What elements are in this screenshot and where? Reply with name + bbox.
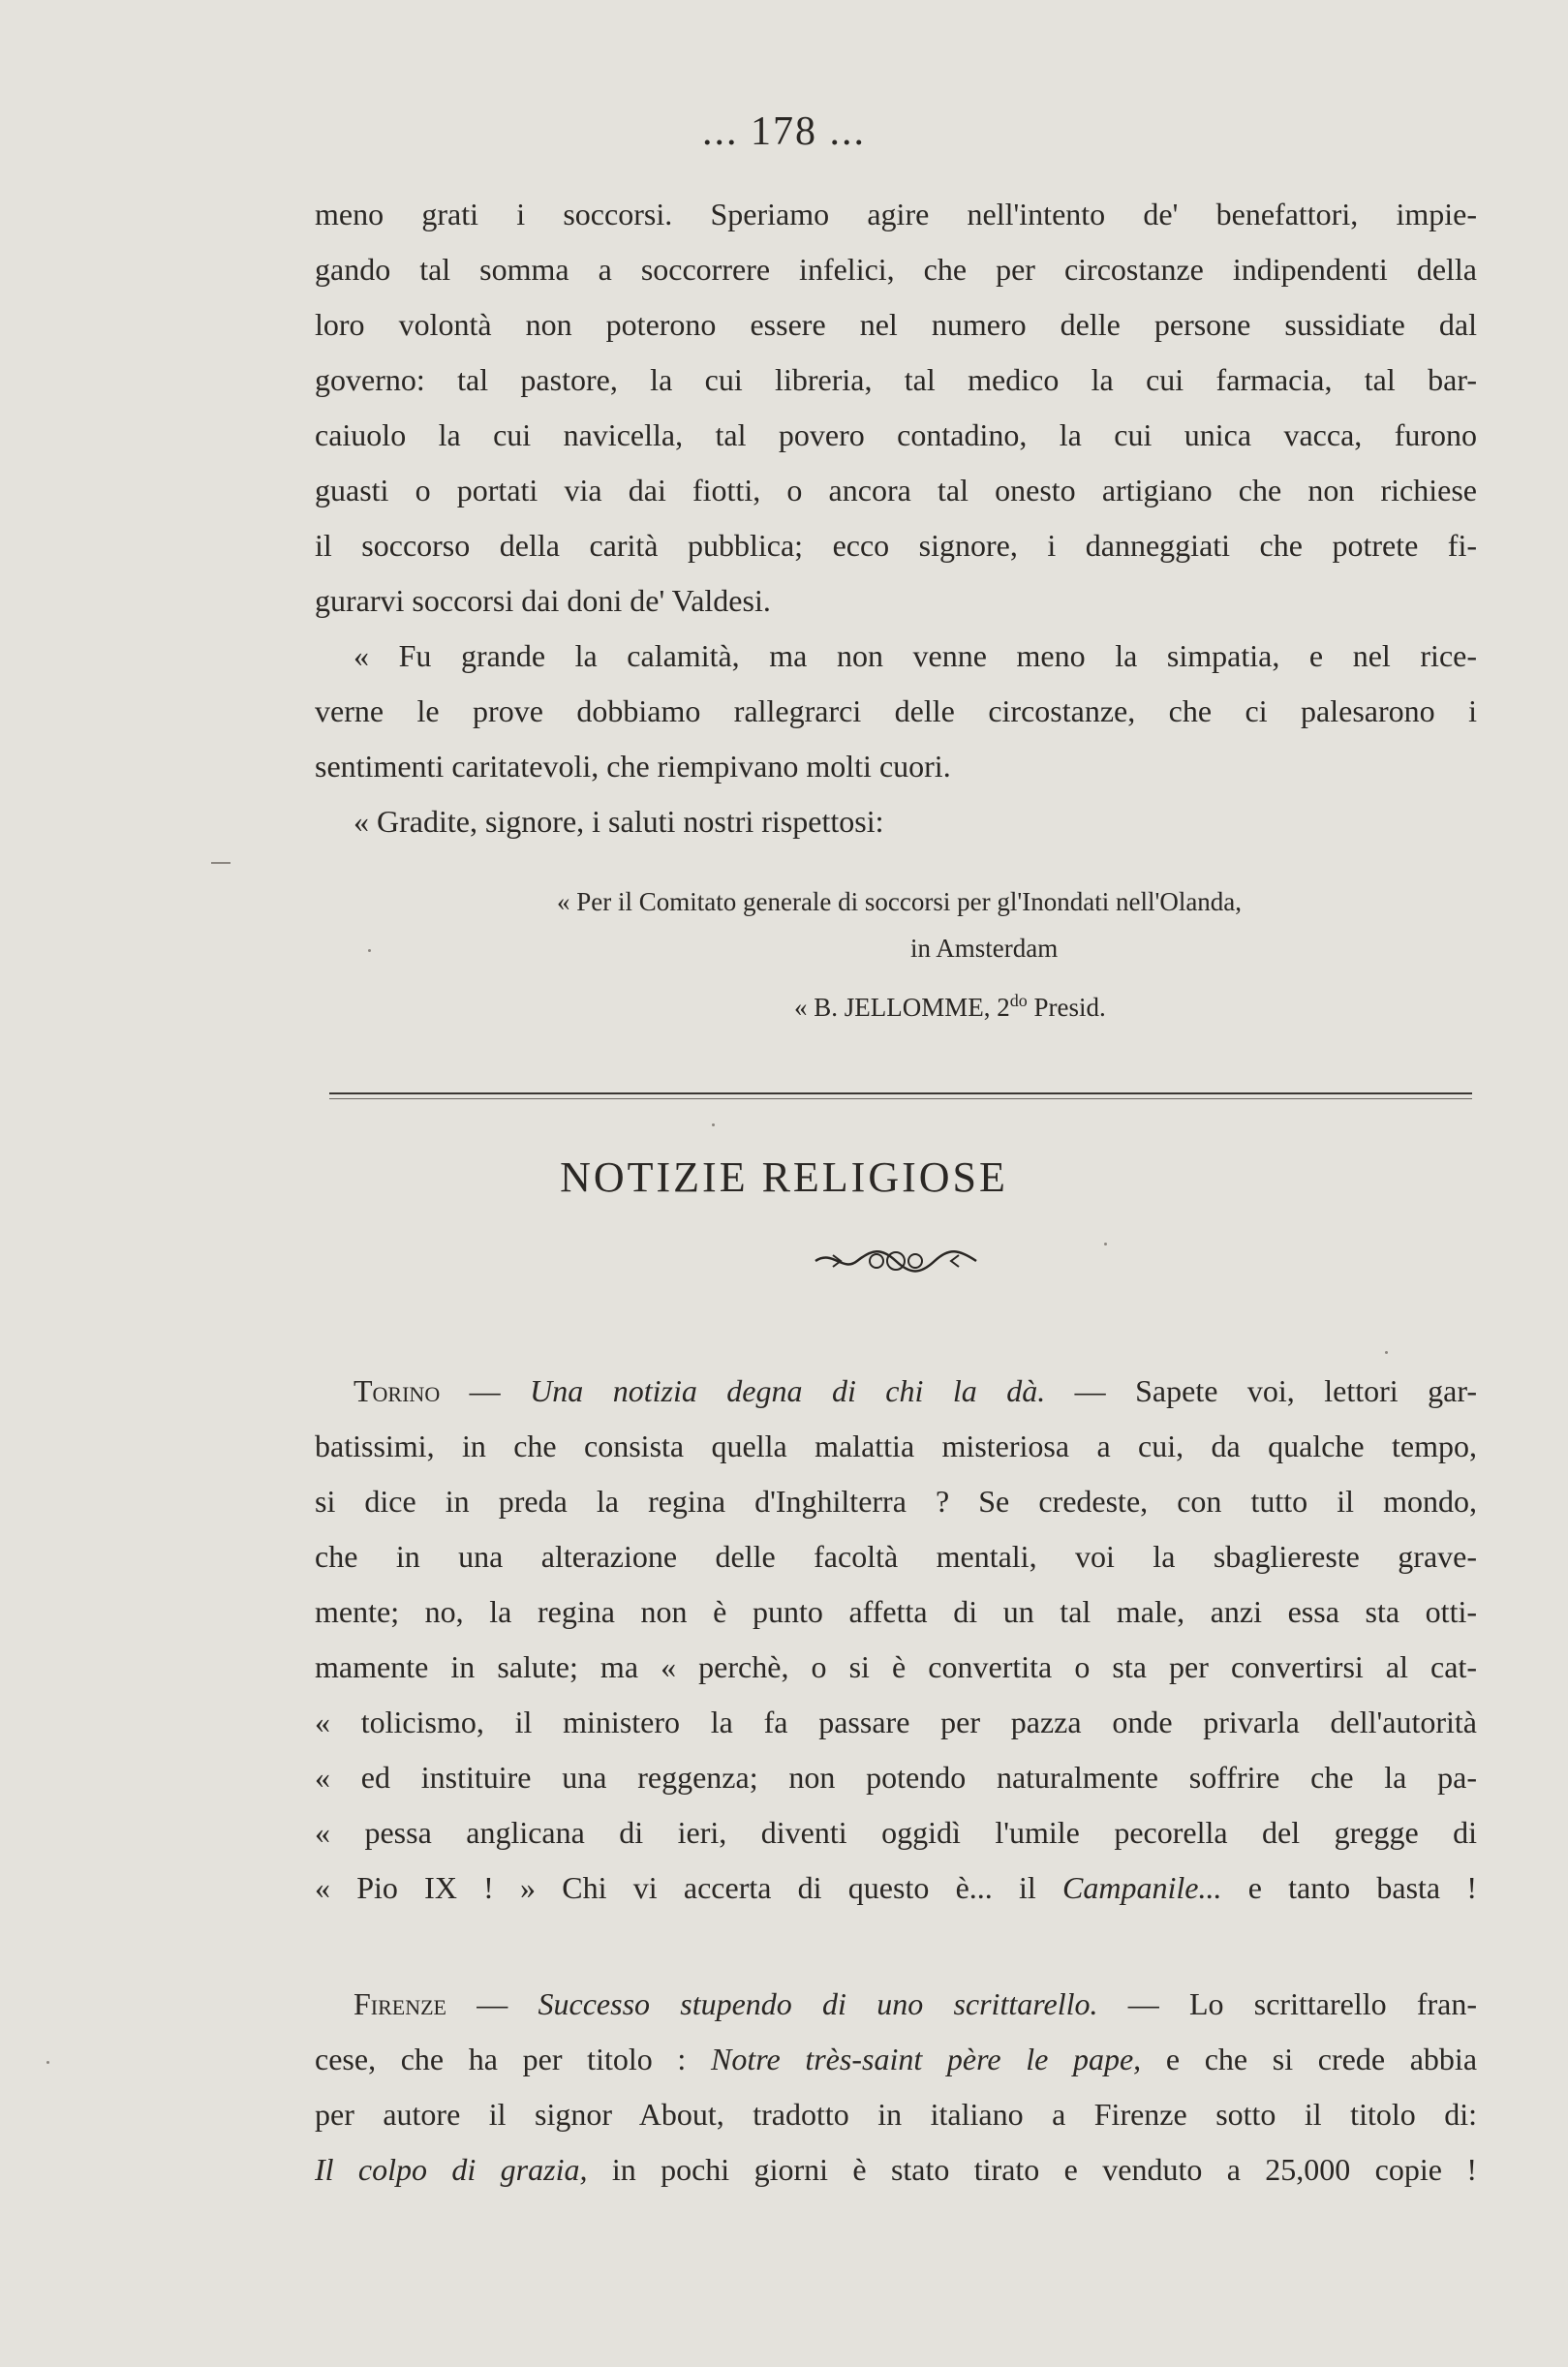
news-headline: Una notizia degna di chi la dà. bbox=[530, 1373, 1046, 1408]
news-line: batissimi, in che consista quella malattia misteriosa a cui, da qualche tempo, bbox=[315, 1429, 1477, 1463]
page-number: ... 178 ... bbox=[702, 109, 866, 154]
paper-speck bbox=[368, 949, 371, 952]
section-divider bbox=[329, 1092, 1472, 1099]
news-line bbox=[315, 2142, 1477, 2198]
news-dash: — bbox=[440, 1373, 531, 1408]
letter-line: loro volontà non poterono essere nel numero delle persone sussidiate dal bbox=[315, 307, 1477, 342]
news-italic: Campanile... bbox=[1062, 1870, 1222, 1905]
ornament-icon bbox=[814, 1242, 978, 1280]
signature-title: Presid. bbox=[1027, 993, 1106, 1022]
paper-mark bbox=[211, 862, 231, 864]
letter-line: gurarvi soccorsi dai doni de' Valdesi. bbox=[315, 583, 771, 618]
news-text: e che si crede abbia bbox=[1141, 2042, 1478, 2076]
signature-city: in Amsterdam bbox=[910, 934, 1059, 963]
paper-speck bbox=[712, 1123, 715, 1126]
letter-line: gando tal somma a soccorrere infelici, che per circostanze indipendenti della bbox=[315, 252, 1477, 287]
news-item-torino bbox=[315, 1364, 1477, 1916]
letter-line: meno grati i soccorsi. Speriamo agire nell'intento de' benefattori, impie- bbox=[315, 197, 1477, 231]
news-item-firenze bbox=[315, 1977, 1477, 2198]
news-dash: — bbox=[446, 1986, 538, 2021]
paper-speck bbox=[1385, 1351, 1388, 1354]
news-text: — Lo scrittarello fran- bbox=[1097, 1986, 1478, 2021]
news-place: Firenze bbox=[354, 1986, 446, 2021]
letter-line: governo: tal pastore, la cui libreria, tal medico la cui farmacia, tal bar- bbox=[315, 362, 1477, 397]
news-text: e tanto basta ! bbox=[1221, 1870, 1477, 1905]
news-first-line bbox=[315, 1364, 1477, 1419]
news-line: « pessa anglicana di ieri, diventi oggidì l'umile pecorella del gregge di bbox=[315, 1815, 1477, 1850]
paper-speck bbox=[46, 2061, 49, 2064]
news-text: — Sapete voi, lettori gar- bbox=[1045, 1373, 1478, 1408]
news-text: cese, che ha per titolo : bbox=[315, 2042, 711, 2076]
letter-line: caiuolo la cui navicella, tal povero contadino, la cui unica vacca, furono bbox=[315, 417, 1477, 452]
news-place: Torino bbox=[354, 1373, 441, 1408]
letter-body bbox=[315, 187, 1477, 849]
letter-line: « Fu grande la calamità, ma non venne meno la simpatia, e nel rice- bbox=[354, 638, 1477, 673]
news-italic: Il colpo di grazia, bbox=[315, 2152, 588, 2187]
paper-speck bbox=[1104, 1243, 1107, 1245]
news-line bbox=[315, 2032, 1477, 2087]
news-last-line bbox=[315, 1860, 1477, 1916]
letter-line: sentimenti caritatevoli, che riempivano molti cuori. bbox=[315, 749, 951, 784]
section-title: NOTIZIE RELIGIOSE bbox=[560, 1153, 1008, 1201]
news-line: mamente in salute; ma « perchè, o si è convertita o sta per convertirsi al cat- bbox=[315, 1649, 1477, 1684]
letter-line: « Gradite, signore, i saluti nostri rispettosi: bbox=[354, 804, 884, 839]
news-line: « ed instituire una reggenza; non potendo naturalmente soffrire che la pa- bbox=[315, 1760, 1477, 1795]
news-text: « Pio IX ! » Chi vi accerta di questo è... il bbox=[315, 1870, 1063, 1905]
news-line: per autore il signor About, tradotto in italiano a Firenze sotto il titolo di: bbox=[315, 2097, 1477, 2132]
news-line: « tolicismo, il ministero la fa passare per pazza onde privarla dell'autorità bbox=[315, 1705, 1477, 1739]
news-line: mente; no, la regina non è punto affetta di un tal male, anzi essa sta otti- bbox=[315, 1594, 1477, 1629]
news-line: che in una alterazione delle facoltà mentali, voi la sbagliereste grave- bbox=[315, 1539, 1477, 1574]
news-text: in pochi giorni è stato tirato e venduto a 25,000 copie ! bbox=[587, 2152, 1477, 2187]
signature-name-text: « B. JELLOMME, 2 bbox=[794, 993, 1010, 1022]
letter-line: guasti o portati via dai fiotti, o ancora tal onesto artigiano che non richiese bbox=[315, 473, 1477, 507]
news-line: si dice in preda la regina d'Inghilterra ? Se credeste, con tutto il mondo, bbox=[315, 1484, 1477, 1519]
signature-superscript: do bbox=[1009, 991, 1028, 1010]
letter-line: il soccorso della carità pubblica; ecco signore, i danneggiati che potrete fi- bbox=[315, 528, 1477, 563]
news-italic: Notre très-saint père le pape, bbox=[710, 2042, 1142, 2076]
signature-committee: « Per il Comitato generale di soccorsi per gl'Inondati nell'Olanda, bbox=[557, 887, 1243, 916]
letter-line: verne le prove dobbiamo rallegrarci delle circostanze, che ci palesarono i bbox=[315, 693, 1477, 728]
news-headline: Successo stupendo di uno scrittarello. bbox=[538, 1986, 1098, 2021]
news-first-line bbox=[315, 1977, 1477, 2032]
signature-name bbox=[794, 991, 1106, 1023]
